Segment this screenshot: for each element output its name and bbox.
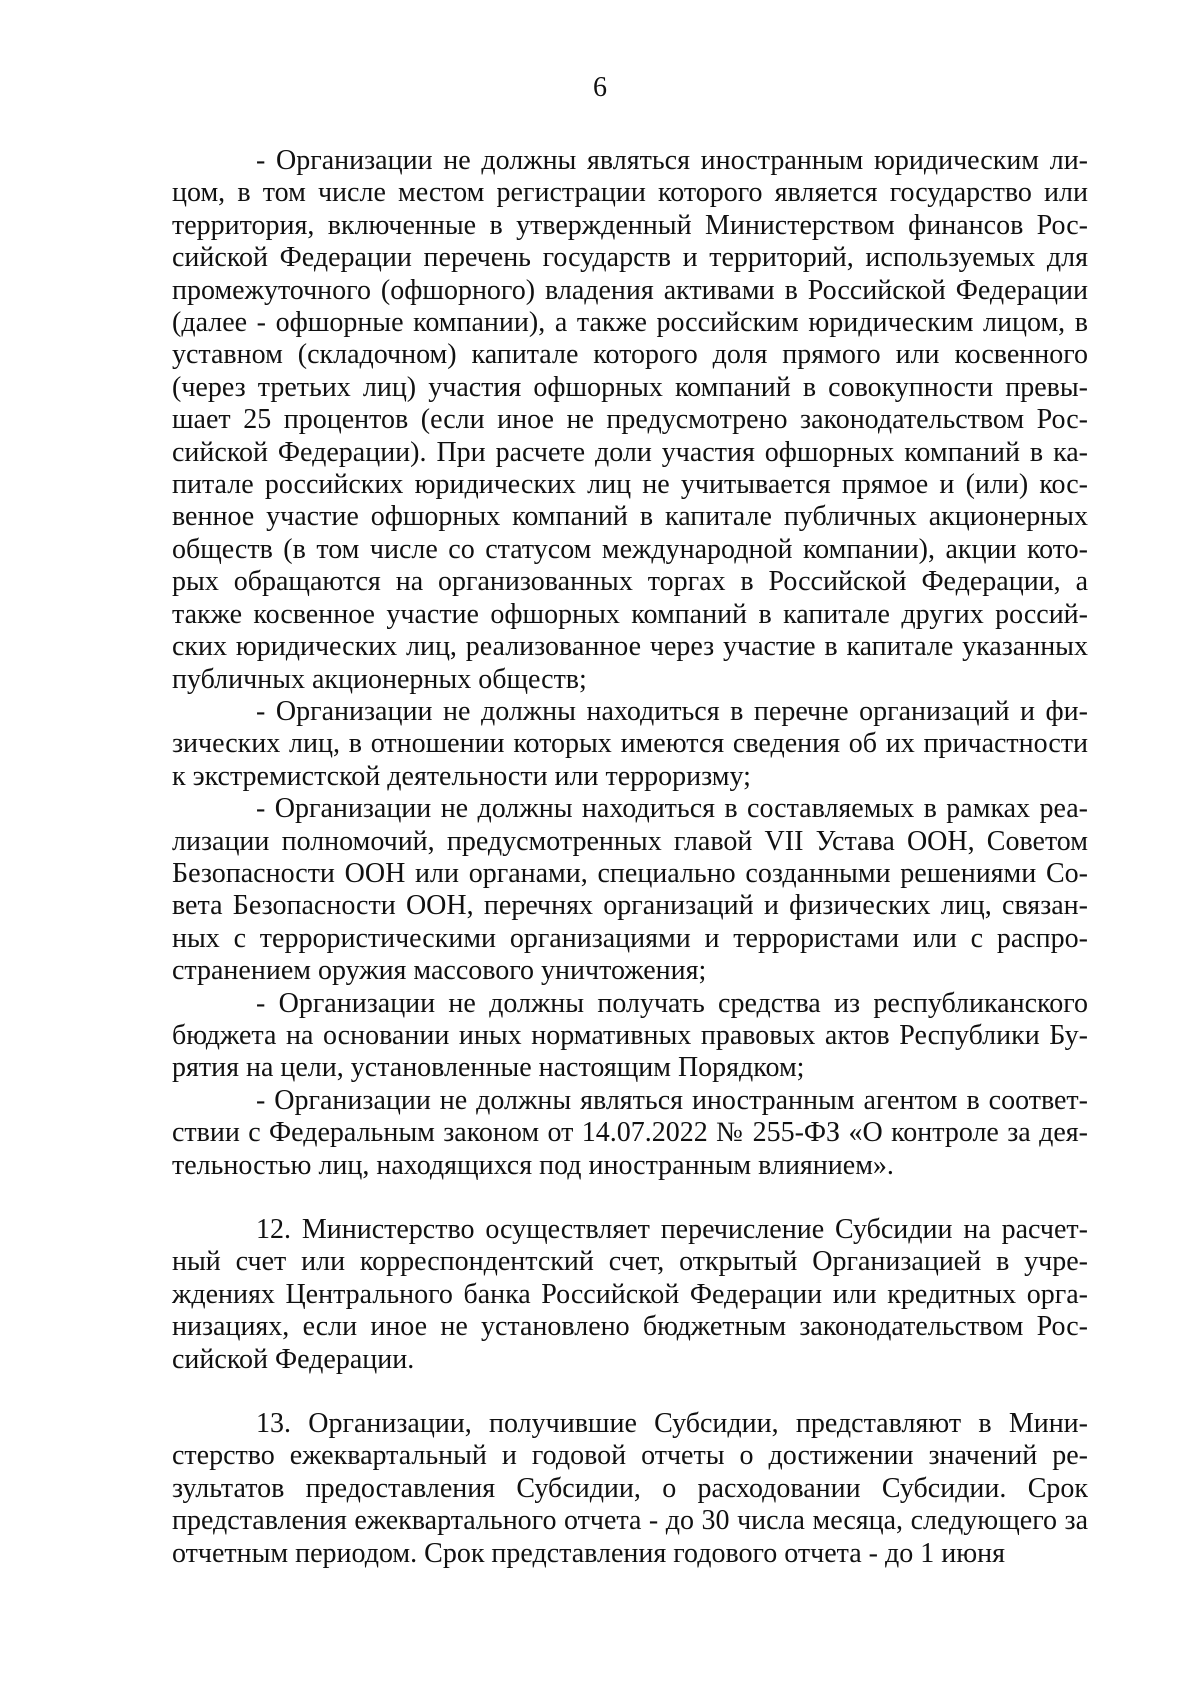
- paragraph-section-13: 13. Организации, получившие Субсидии, представляют в Министерство ежеквартальный и годовой отчеты о достижении значений результатов предоставления Субсидии, о расходовании Субсидии. Срок представления ежеквартального отчета - до 30 числа месяца, следующего за отчетным периодом. Срок представления годового отчета - до 1 июня: [172, 1408, 1088, 1569]
- page-number: 6: [593, 72, 607, 103]
- paragraph-budget-funds: - Организации не должны получать средства из республиканского бюджета на основании иных нормативных правовых актов Республики Бурятия на цели, установленные настоящим Порядком;: [172, 987, 1088, 1084]
- paragraph-offshore-requirement: - Организации не должны являться иностранным юридическим лицом, в том числе местом регистрации которого является государство или территория, включенные в утвержденный Министерством финансов Российской Федерации перечень государств и территорий, используемых для промежуточного (офшорного) владения активами в Российской Федерации (далее - офшорные компании), а также российским юридическим лицом, в уставном (складочном) капитале которого доля прямого или косвенного (через третьих лиц) участия офшорных компаний в совокупности превышает 25 процентов (если иное не предусмотрено законодательством Российской Федерации). При расчете доли участия офшорных компаний в капитале российских юридических лиц не учитывается прямое и (или) косвенное участие офшорных компаний в капитале публичных акционерных обществ (в том числе со статусом международной компании), акции которых обращаются на организованных торгах в Российской Федерации, а также косвенное участие офшорных компаний в капитале других российских юридических лиц, реализованное через участие в капитале указанных публичных акционерных обществ;: [172, 145, 1088, 695]
- paragraph-spacer: [172, 1182, 1088, 1214]
- paragraph-spacer: [172, 1376, 1088, 1408]
- document-body: [172, 145, 1088, 1570]
- paragraph-section-12: 12. Министерство осуществляет перечисление Субсидии на расчетный счет или корреспондентский счет, открытый Организацией в учреждениях Центрального банка Российской Федерации или кредитных организациях, если иное не установлено бюджетным законодательством Российской Федерации.: [172, 1214, 1088, 1375]
- paragraph-extremism-list: - Организации не должны находиться в перечне организаций и физических лиц, в отношении которых имеются сведения об их причастности к экстремистской деятельности или терроризму;: [172, 695, 1088, 792]
- paragraph-foreign-agent: - Организации не должны являться иностранным агентом в соответствии с Федеральным законом от 14.07.2022 № 255-ФЗ «О контроле за деятельностью лиц, находящихся под иностранным влиянием».: [172, 1084, 1088, 1181]
- paragraph-un-sanctions-list: - Организации не должны находиться в составляемых в рамках реализации полномочий, предусмотренных главой VII Устава ООН, Советом Безопасности ООН или органами, специально созданными решениями Совета Безопасности ООН, перечнях организаций и физических лиц, связанных с террористическими организациями и террористами или с распространением оружия массового уничтожения;: [172, 793, 1088, 987]
